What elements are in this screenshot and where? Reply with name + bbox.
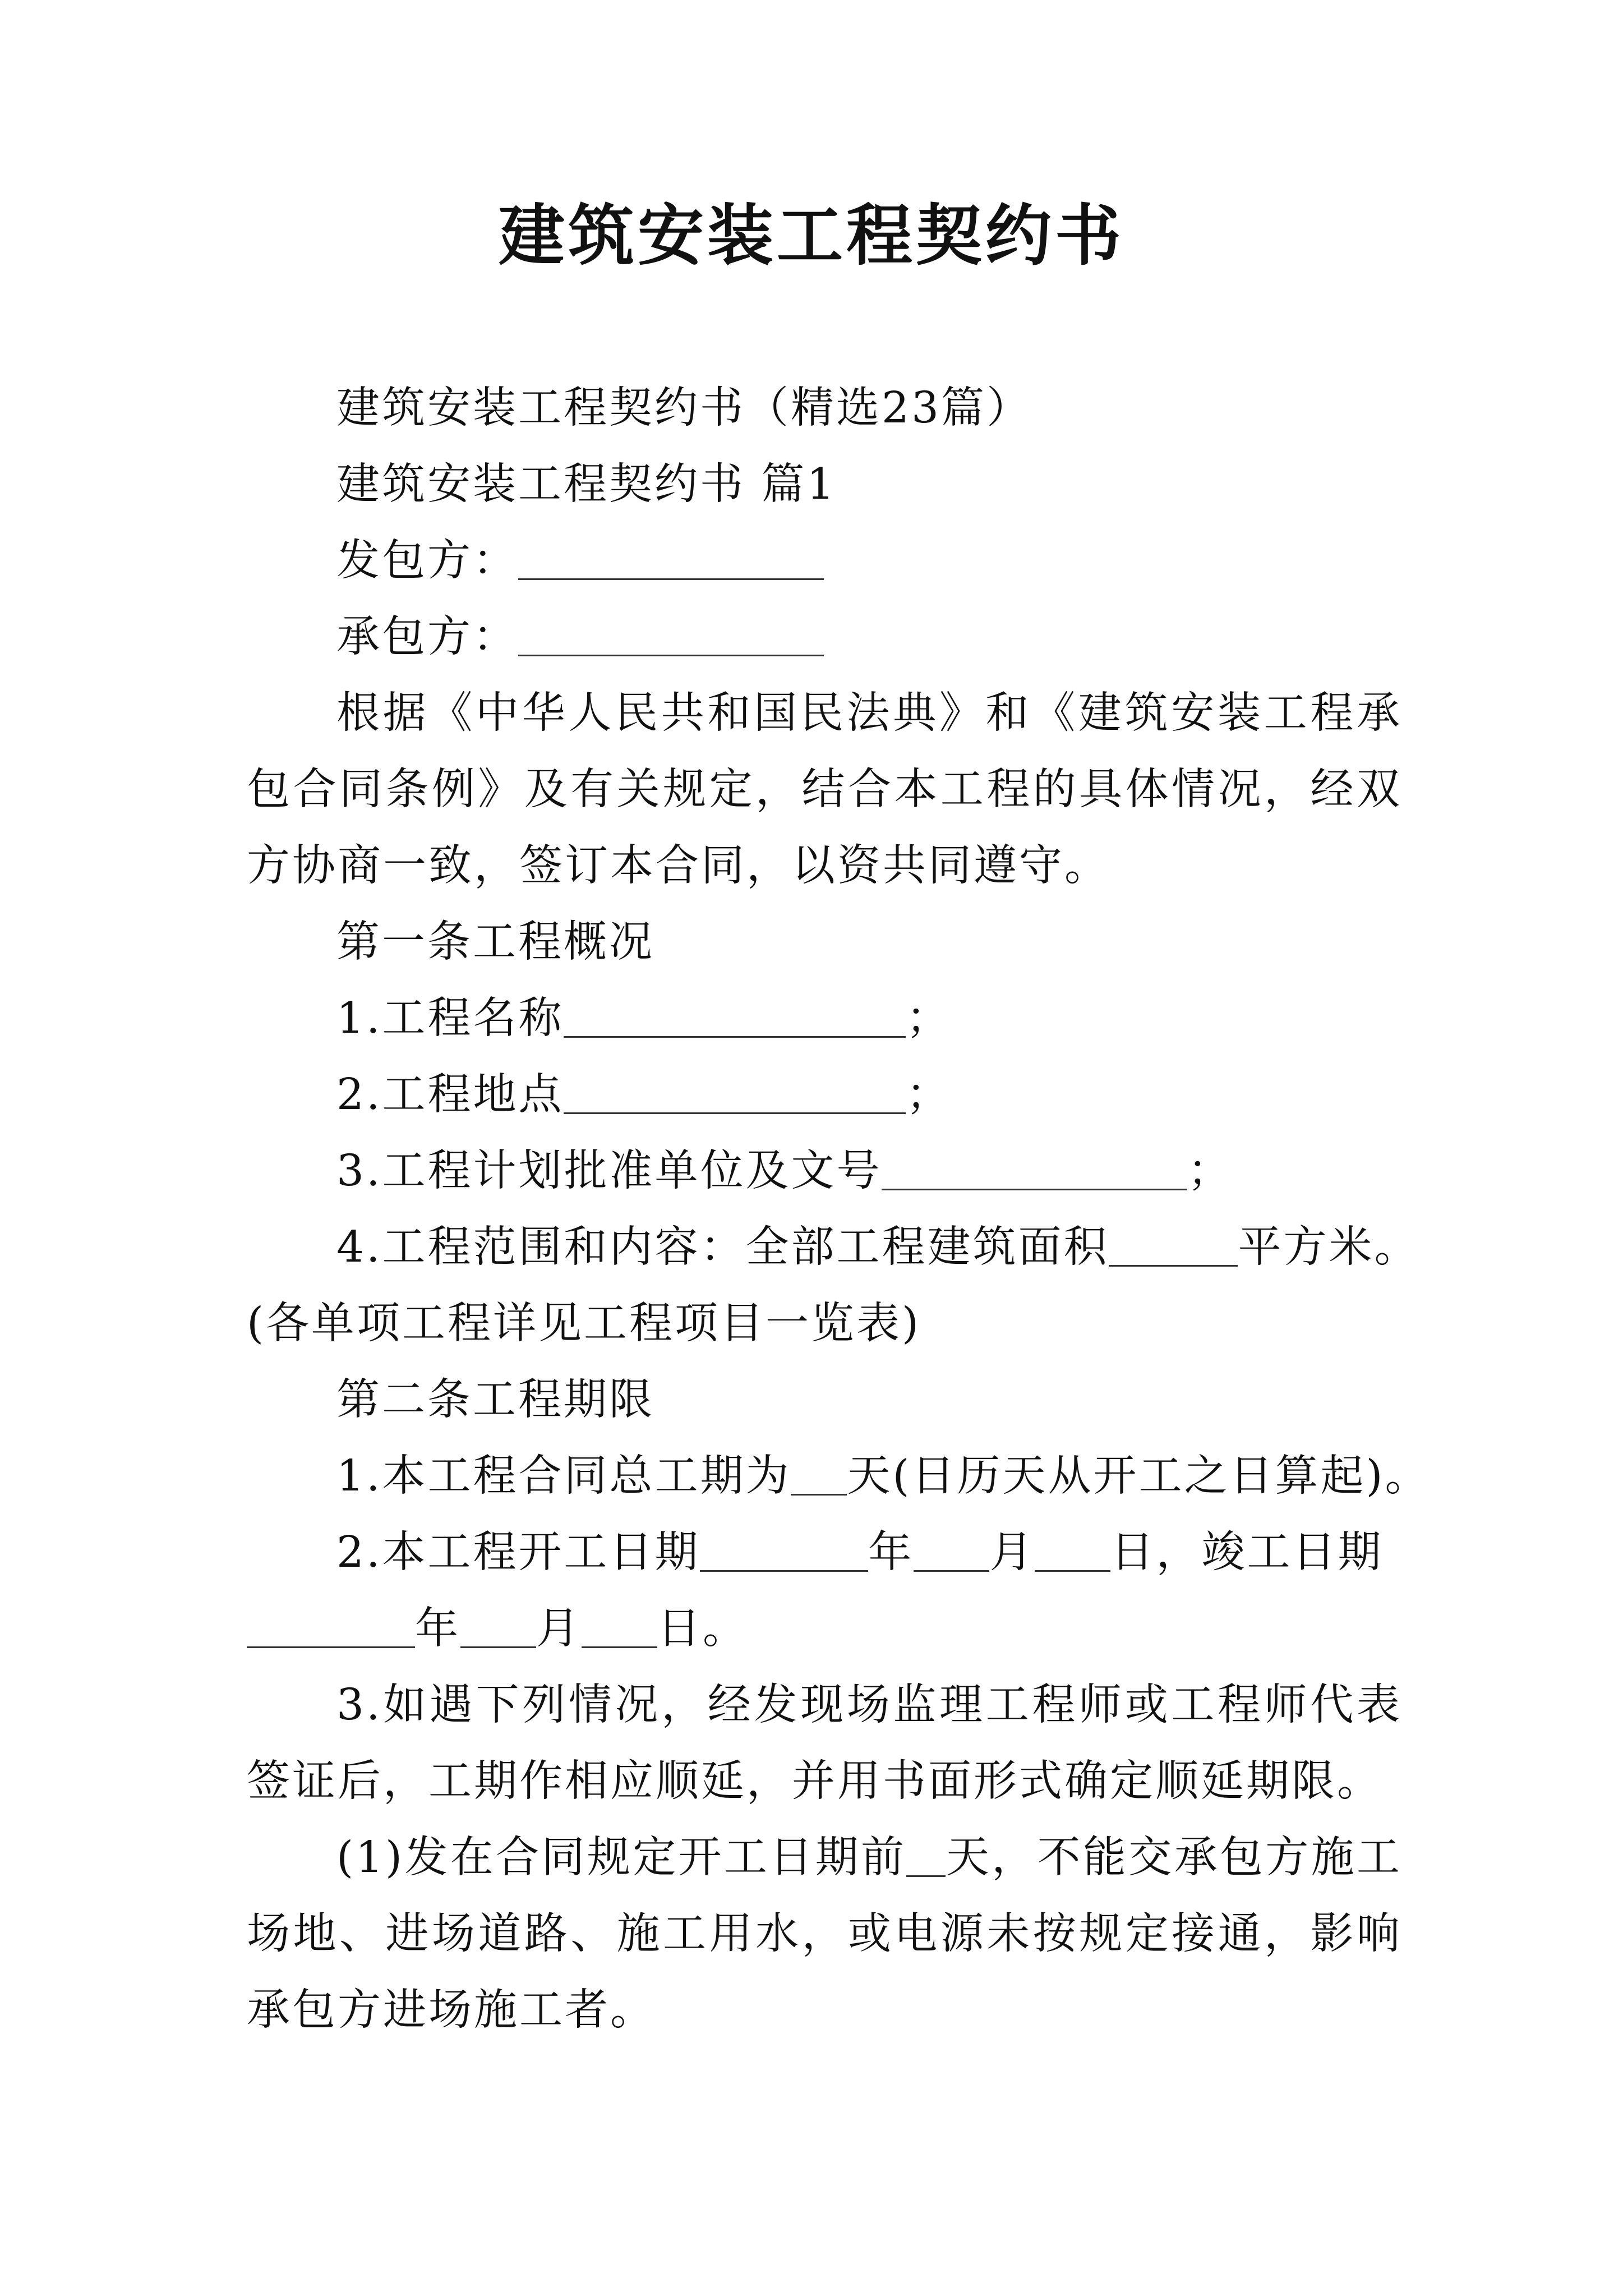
clause-text: (1)发在合同规定开工日期前 <box>336 1833 907 1883</box>
clause-text: 2.工程地点 <box>336 1070 564 1120</box>
clause-note: (各单项工程详见工程项目一览表) <box>247 1299 921 1349</box>
article-2-heading: 第二条工程期限 <box>336 1375 654 1425</box>
blank-line <box>791 1451 847 1496</box>
paragraph-employer <box>247 523 1402 599</box>
blank-line <box>247 1603 415 1648</box>
clause-end: ； <box>1187 1146 1233 1196</box>
document-body <box>247 370 1431 2049</box>
blank-line <box>1109 1222 1238 1267</box>
clause-completion-date <box>247 1591 1402 1667</box>
clause-text: 1.本工程合同总工期为 <box>336 1451 791 1501</box>
clause-text: 1.工程名称 <box>336 993 564 1043</box>
clause-project-location <box>247 1057 1402 1133</box>
blank-line <box>906 1832 946 1877</box>
paragraph-section-heading: 建筑安装工程契约书 篇1 <box>336 459 837 509</box>
clause-text: 2.本工程开工日期 <box>336 1527 700 1577</box>
blank-line <box>518 611 824 656</box>
paragraph-preamble: 根据《中华人民共和国民法典》和《建筑安装工程承包合同条例》及有关规定，结合本工程的具体情况，经双方协商一致，签订本合同，以资共同遵守。 <box>247 688 1402 891</box>
clause-extension: 3.如遇下列情况，经发现场监理工程师或工程师代表签证后，工期作相应顺延，并用书面形式确定顺延期限。 <box>247 1680 1402 1806</box>
clause-text: 4.工程范围和内容：全部工程建筑面积 <box>336 1222 1109 1272</box>
clause-end: 平方米。 <box>1238 1222 1420 1272</box>
year-label: 年 <box>415 1604 460 1654</box>
clause-project-scope <box>247 1209 1420 1286</box>
clause-start-date <box>247 1515 1402 1591</box>
blank-line <box>700 1527 868 1572</box>
clause-text-cont: 天，不能交承包方施工场地、进场道路、施工用水，或电源未按规定接通，影响承包方进场施工者。 <box>247 1833 1403 2035</box>
document-title: 建筑安装工程契约书 <box>498 196 1124 274</box>
clause-approval-unit <box>247 1133 1402 1209</box>
year-label: 年 <box>868 1527 914 1577</box>
blank-line <box>460 1603 536 1648</box>
paragraph-contractor <box>247 599 1402 675</box>
clause-total-duration <box>247 1438 1431 1515</box>
month-label: 月 <box>536 1604 582 1654</box>
clause-text: 3.工程计划批准单位及文号 <box>336 1146 882 1196</box>
blank-line <box>564 993 906 1038</box>
clause-extension-case-1 <box>247 1820 1402 2049</box>
blank-line <box>518 535 824 580</box>
blank-line <box>564 1069 906 1114</box>
blank-line <box>882 1145 1187 1190</box>
contractor-label: 承包方： <box>336 612 518 662</box>
blank-line <box>582 1603 657 1648</box>
clause-end: ； <box>906 1070 952 1120</box>
day-label: 日。 <box>657 1604 748 1654</box>
blank-line <box>1035 1527 1110 1572</box>
employer-label: 发包方： <box>336 536 518 586</box>
paragraph-subtitle: 建筑安装工程契约书（精选23篇） <box>336 383 1032 433</box>
clause-end: ； <box>906 993 952 1043</box>
blank-line <box>914 1527 989 1572</box>
clause-project-name <box>247 981 1402 1057</box>
month-label: 月 <box>989 1527 1035 1577</box>
article-1-heading: 第一条工程概况 <box>336 917 654 967</box>
day-label: 日，竣工日期 <box>1110 1527 1384 1577</box>
clause-end: 天(日历天从开工之日算起)。 <box>847 1451 1431 1501</box>
